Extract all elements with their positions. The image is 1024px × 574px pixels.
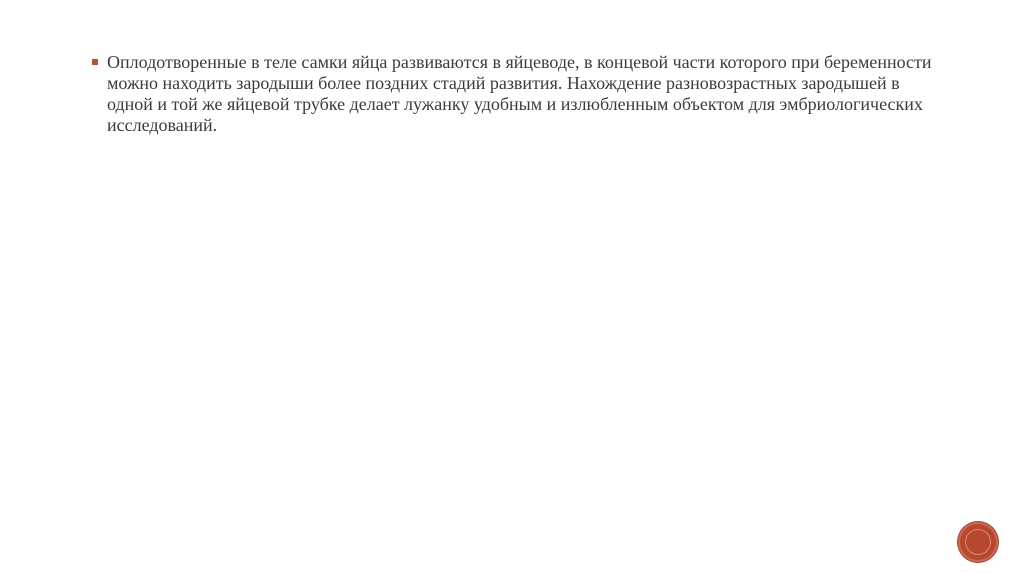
square-bullet-icon [92,59,98,65]
bullet-text: Оплодотворенные в теле самки яйца развиваются в яйцеводе, в концевой части которого при беременности можно находить зародыши более поздних стадий развития. Нахождение разновозрастных зародышей в одной и той же яйцевой трубке делает лужанку удобным и излюбленным объектом для эмбриологических исследований. [107,52,932,135]
bullet-list [92,52,932,136]
bullet-item [92,52,932,136]
circle-badge-icon [958,522,998,562]
badge-inner-ring [965,529,991,555]
